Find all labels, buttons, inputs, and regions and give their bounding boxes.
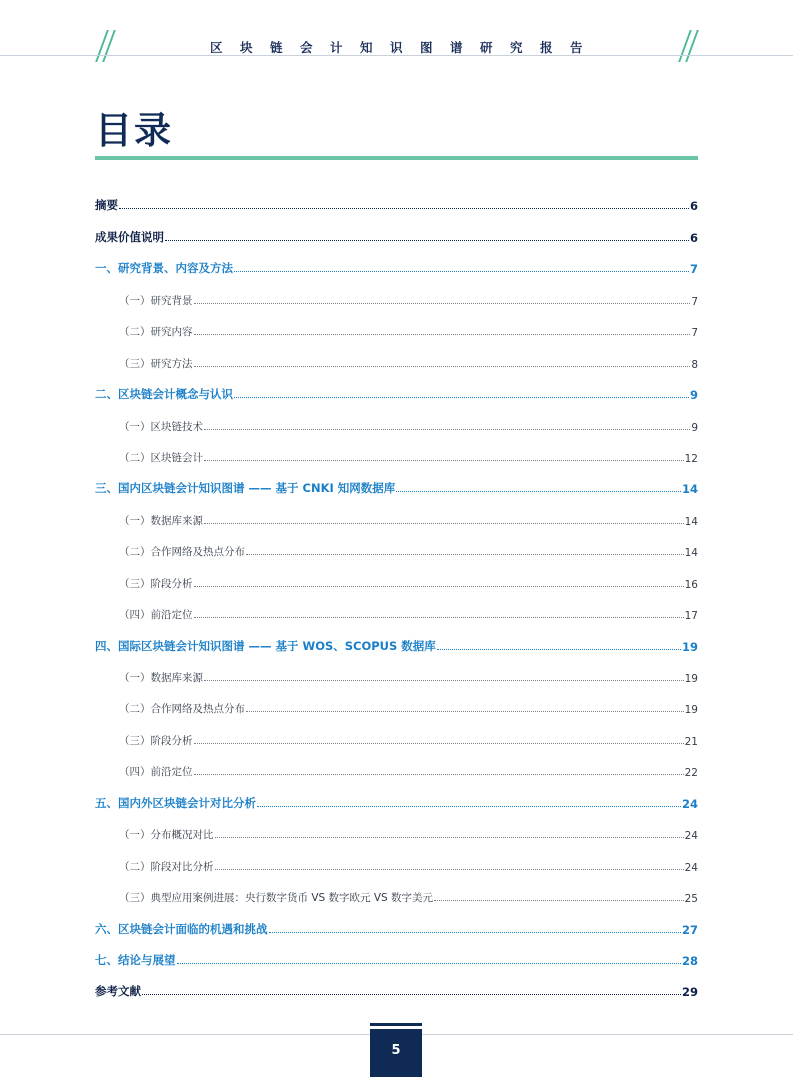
toc-entry-label: （一）数据库来源 — [119, 514, 203, 527]
page-header — [0, 0, 793, 60]
header-title: 区块链会计知识图谱研究报告 — [209, 40, 600, 55]
toc-entry[interactable] — [95, 779, 698, 810]
toc-entry-page: 8 — [691, 358, 698, 371]
toc-entry[interactable] — [95, 874, 698, 905]
toc-leader-dots — [194, 366, 691, 367]
header-divider — [0, 55, 793, 56]
toc-entry[interactable] — [95, 937, 698, 968]
toc-entry[interactable] — [95, 654, 698, 685]
toc-entry[interactable] — [95, 213, 698, 244]
toc-entry[interactable] — [95, 465, 698, 496]
toc-entry[interactable] — [95, 182, 698, 213]
toc-entry-page: 17 — [684, 610, 698, 623]
toc-leader-dots — [142, 994, 681, 995]
toc-entry[interactable] — [95, 528, 698, 559]
toc-entry[interactable] — [95, 434, 698, 465]
toc-entry-label: 六、区块链会计面临的机遇和挑战 — [95, 921, 268, 936]
toc-entry-label: （一）分布概况对比 — [119, 829, 214, 842]
toc-entry-page: 6 — [689, 230, 698, 245]
toc-entry-page: 24 — [684, 861, 698, 874]
toc-entry-label: 参考文献 — [95, 984, 141, 999]
toc-leader-dots — [204, 523, 684, 524]
toc-title: 目录 — [95, 109, 173, 152]
toc-entry-page: 27 — [681, 922, 698, 937]
toc-leader-dots — [194, 334, 691, 335]
toc-leader-dots — [194, 303, 691, 304]
toc-entry-label: （一）研究背景 — [119, 294, 193, 307]
toc-leader-dots — [119, 208, 689, 209]
toc-entry[interactable] — [95, 371, 698, 402]
toc-leader-dots — [246, 711, 684, 712]
toc-entry-page: 24 — [681, 796, 698, 811]
toc-entry-label: （二）合作网络及热点分布 — [119, 546, 245, 559]
toc-entry-page: 6 — [689, 199, 698, 214]
toc-leader-dots — [234, 271, 689, 272]
toc-entry-label: 七、结论与展望 — [95, 952, 176, 967]
toc-entry[interactable] — [95, 496, 698, 527]
toc-entry-label: 五、国内外区块链会计对比分析 — [95, 795, 256, 810]
toc-entry[interactable] — [95, 308, 698, 339]
toc-leader-dots — [204, 680, 684, 681]
toc-entry-label: （四）前沿定位 — [119, 766, 193, 779]
toc-entry-page: 7 — [689, 262, 698, 277]
toc-entry-page: 28 — [681, 953, 698, 968]
toc-leader-dots — [434, 900, 684, 901]
toc-entry-label: （二）阶段对比分析 — [119, 860, 214, 873]
toc-entry-label: （三）典型应用案例进展：央行数字货币 VS 数字欧元 VS 数字美元 — [119, 892, 434, 905]
toc-entry[interactable] — [95, 716, 698, 747]
toc-entry-label: 摘要 — [95, 198, 118, 213]
toc-leader-dots — [194, 586, 684, 587]
toc-entry[interactable] — [95, 968, 698, 999]
toc-entry-label: 四、国际区块链会计知识图谱 —— 基于 WOS、SCOPUS 数据库 — [95, 638, 436, 653]
toc-entry[interactable] — [95, 842, 698, 873]
toc-entry-page: 9 — [689, 388, 698, 403]
toc-leader-dots — [396, 491, 681, 492]
toc-leader-dots — [194, 617, 684, 618]
toc-entry-label: 成果价值说明 — [95, 229, 164, 244]
toc-entry[interactable] — [95, 559, 698, 590]
toc-entry-page: 7 — [691, 327, 698, 340]
toc-entry-label: （一）区块链技术 — [119, 420, 203, 433]
toc-entry-page: 9 — [691, 421, 698, 434]
toc-leader-dots — [269, 932, 681, 933]
toc-entry-label: （二）合作网络及热点分布 — [119, 703, 245, 716]
toc-entry-page: 19 — [684, 673, 698, 685]
toc-entry-label: （二）区块链会计 — [119, 451, 203, 464]
toc-entry-label: （三）阶段分析 — [119, 577, 193, 590]
toc-leader-dots — [194, 743, 684, 744]
toc-entry-label: （一）数据库来源 — [119, 672, 203, 684]
toc-leader-dots — [234, 397, 689, 398]
toc-leader-dots — [165, 240, 689, 241]
toc-entry-page: 14 — [681, 482, 698, 497]
toc-entry[interactable] — [95, 339, 698, 370]
toc-entry[interactable] — [95, 905, 698, 936]
toc-leader-dots — [215, 869, 684, 870]
toc-leader-dots — [246, 554, 684, 555]
toc-entry-label: （三）阶段分析 — [119, 734, 193, 747]
toc-entry-page: 19 — [684, 704, 698, 717]
page-number: 5 — [370, 1026, 422, 1077]
toc-entry[interactable] — [95, 811, 698, 842]
table-of-contents — [95, 182, 698, 999]
toc-entry[interactable] — [95, 245, 698, 276]
toc-leader-dots — [437, 649, 681, 650]
toc-leader-dots — [194, 774, 684, 775]
toc-entry[interactable] — [95, 685, 698, 716]
toc-entry-label: 三、国内区块链会计知识图谱 —— 基于 CNKI 知网数据库 — [95, 481, 396, 496]
toc-entry-label: 一、研究背景、内容及方法 — [95, 261, 233, 276]
toc-entry-label: （三）研究方法 — [119, 357, 193, 370]
toc-entry-page: 21 — [684, 735, 698, 748]
toc-entry-page: 7 — [691, 295, 698, 308]
toc-entry-page: 12 — [684, 452, 698, 465]
toc-entry-page: 14 — [684, 547, 698, 560]
toc-entry[interactable] — [95, 591, 698, 622]
toc-entry-label: 二、区块链会计概念与认识 — [95, 387, 233, 402]
toc-entry-page: 14 — [684, 515, 698, 528]
toc-leader-dots — [177, 963, 681, 964]
toc-entry-page: 19 — [681, 639, 698, 654]
toc-entry-page: 29 — [681, 985, 698, 1000]
toc-entry-page: 22 — [684, 767, 698, 780]
toc-leader-dots — [215, 837, 684, 838]
toc-leader-dots — [257, 806, 681, 807]
toc-entry[interactable] — [95, 748, 698, 779]
toc-entry[interactable] — [95, 622, 698, 653]
toc-leader-dots — [204, 460, 684, 461]
toc-entry[interactable] — [95, 402, 698, 433]
toc-entry-page: 16 — [684, 578, 698, 591]
toc-entry-page: 25 — [684, 893, 698, 906]
toc-entry-label: （四）前沿定位 — [119, 609, 193, 622]
toc-entry[interactable] — [95, 276, 698, 307]
toc-entry-label: （二）研究内容 — [119, 326, 193, 339]
title-rule — [95, 156, 698, 160]
toc-entry-page: 24 — [684, 830, 698, 843]
toc-leader-dots — [204, 429, 690, 430]
